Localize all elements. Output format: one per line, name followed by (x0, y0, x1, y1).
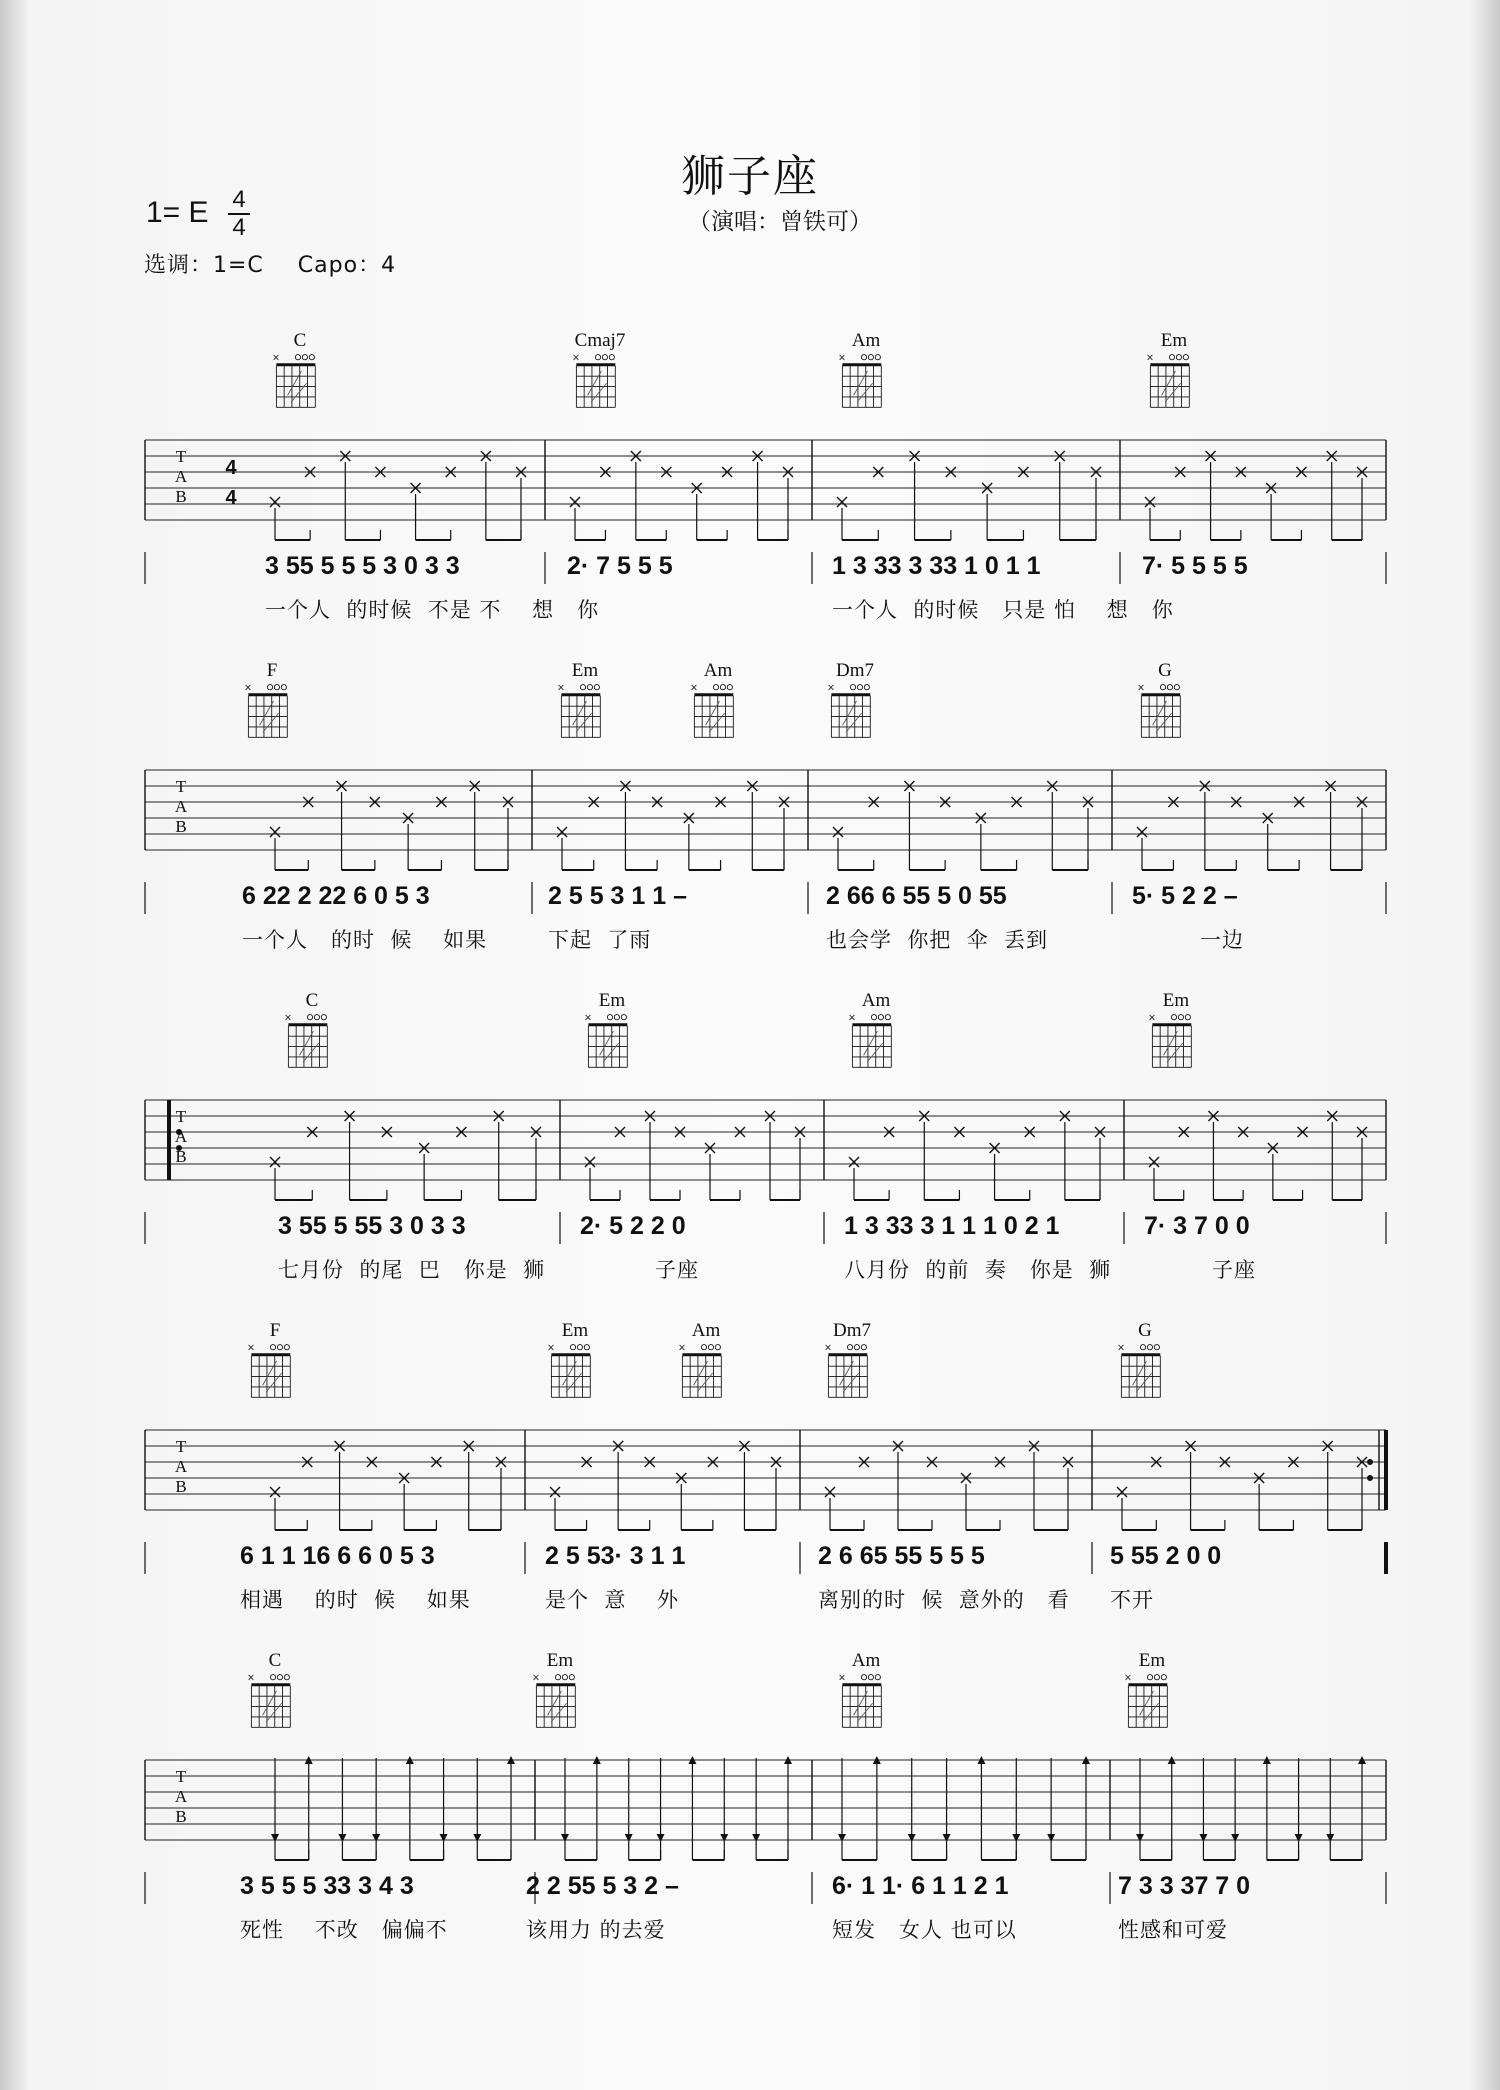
chord-name: Em (1138, 1650, 1166, 1671)
tab-clef-letter: T (175, 777, 187, 796)
jianpu-numbers: 3 55 5 55 3 0 3 3 (278, 1212, 466, 1240)
lyric-line: 八月份 的前 奏 你是 狮 (844, 1258, 1112, 1282)
chord-grid (272, 352, 324, 416)
jianpu-numbers: 3 5 5 5 33 3 4 3 (240, 1872, 414, 1900)
svg-text:×: × (272, 352, 281, 364)
tab-clef-letter: B (175, 487, 187, 506)
svg-text:×: × (678, 1342, 687, 1354)
lyric-line: 离别的时 候 意外的 看 (818, 1588, 1070, 1612)
lyric-line: 不开 (1110, 1588, 1154, 1612)
chord-name: Em (571, 660, 599, 681)
chord-name: Em (1162, 990, 1190, 1011)
lyric-line: 是个 意 外 (545, 1588, 680, 1612)
chord-grid (838, 352, 890, 416)
jianpu-numbers: 2 5 53· 3 1 1 (545, 1542, 686, 1570)
lyric-line: 下起 了雨 (548, 928, 652, 952)
lyric-line: 一个人 的时候 不是 不 想 你 (265, 598, 600, 622)
svg-text:×: × (247, 1672, 256, 1684)
jianpu-numbers: 7· 5 5 5 5 (1142, 552, 1248, 580)
chord-name: C (305, 990, 319, 1011)
chord-name: Dm7 (833, 1320, 871, 1341)
chord-name: Em (1160, 330, 1188, 351)
chord-grid (244, 682, 296, 746)
lyric-line: 该用力 的去爱 (526, 1918, 666, 1942)
chord-name: Em (546, 1650, 574, 1671)
tuning-info (144, 248, 430, 279)
jianpu-numbers: 1 3 33 3 1 1 1 0 2 1 (844, 1212, 1060, 1240)
chord-name: Em (598, 990, 626, 1011)
chord-grid (572, 352, 624, 416)
jianpu-numbers: 7· 3 7 0 0 (1144, 1212, 1250, 1240)
chord-name: G (1158, 660, 1172, 681)
svg-text:×: × (1137, 682, 1146, 694)
tab-clef-letter: A (174, 1457, 188, 1476)
chord-name: Am (851, 1650, 881, 1671)
jianpu-numbers: 2 2 55 5 3 2 – (526, 1872, 679, 1900)
song-title: 狮子座 (681, 151, 819, 202)
jianpu-numbers: 2· 5 2 2 0 (580, 1212, 686, 1240)
jianpu-barlines (0, 1542, 1500, 1582)
tab-clef-letter: B (175, 1807, 187, 1826)
chord-grid (1124, 1672, 1176, 1736)
chord-grid (838, 1672, 890, 1736)
tab-clef-letter: B (175, 817, 187, 836)
chord-name: Em (561, 1320, 589, 1341)
chord-name: F (269, 1320, 281, 1341)
chord-grid (824, 1342, 876, 1406)
time-signature (228, 188, 250, 240)
chord-grid (678, 1342, 730, 1406)
jianpu-numbers: 2 6 65 55 5 5 5 (818, 1542, 985, 1570)
jianpu-barlines (0, 552, 1500, 592)
tab-clef-letter: A (174, 467, 188, 486)
jianpu-numbers: 1 3 33 3 33 1 0 1 1 (832, 552, 1041, 580)
jianpu-barlines (0, 1872, 1500, 1912)
singer-credit: （演唱：曾铁可） (688, 209, 872, 235)
key-signature: 1= E (146, 196, 209, 229)
tab-clef-letter: B (175, 1147, 187, 1166)
tab-system (0, 990, 1500, 1290)
jianpu-numbers: 2 66 6 55 5 0 55 (826, 882, 1007, 910)
lyric-line: 子座 (1212, 1258, 1256, 1282)
lyric-line: 死性 不改 偏偏不 (240, 1918, 448, 1942)
svg-text:×: × (1148, 1012, 1157, 1024)
chord-grid (1117, 1342, 1169, 1406)
lyric-line: 也会学 你把 伞 丢到 (826, 928, 1049, 952)
jianpu-numbers: 7 3 3 37 7 0 (1118, 1872, 1251, 1900)
svg-text:×: × (572, 352, 581, 364)
lyric-line: 一边 (1200, 928, 1244, 952)
chord-name: F (266, 660, 278, 681)
chord-grid (1148, 1012, 1200, 1076)
chord-grid (827, 682, 879, 746)
chord-grid (1146, 352, 1198, 416)
tab-clef-letter: T (175, 1437, 187, 1456)
svg-text:×: × (547, 1342, 556, 1354)
svg-text:×: × (1124, 1672, 1133, 1684)
svg-text:×: × (284, 1012, 293, 1024)
lyric-line: 子座 (655, 1258, 699, 1282)
meter-bottom: 4 (232, 214, 246, 241)
tab-clef-letter: A (174, 797, 188, 816)
chord-grid (532, 1672, 584, 1736)
jianpu-numbers: 3 55 5 5 5 3 0 3 3 (265, 552, 460, 580)
chord-grid (247, 1672, 299, 1736)
tuning-key: 选调：1=C (144, 253, 264, 278)
chord-name: G (1138, 1320, 1152, 1341)
chord-name: Dm7 (836, 660, 874, 681)
tab-system (0, 660, 1500, 960)
chord-grid (284, 1012, 336, 1076)
jianpu-numbers: 2· 7 5 5 5 (567, 552, 673, 580)
svg-text:×: × (848, 1012, 857, 1024)
tab-clef-letter: A (174, 1127, 188, 1146)
chord-name: Am (691, 1320, 721, 1341)
tab-clef-letter: B (175, 1477, 187, 1496)
chord-grid (584, 1012, 636, 1076)
svg-text:×: × (690, 682, 699, 694)
tab-system (0, 1320, 1500, 1620)
chord-name: Am (703, 660, 733, 681)
meter-top: 4 (232, 186, 246, 213)
chord-name: Cmaj7 (574, 330, 626, 351)
svg-text:×: × (247, 1342, 256, 1354)
tab-system (0, 1650, 1500, 1950)
svg-text:4: 4 (225, 457, 237, 479)
jianpu-numbers: 2 5 5 3 1 1 – (548, 882, 688, 910)
chord-name: C (268, 1650, 282, 1671)
svg-text:×: × (557, 682, 566, 694)
svg-text:×: × (824, 1342, 833, 1354)
jianpu-numbers: 6 22 2 22 6 0 5 3 (242, 882, 430, 910)
chord-grid (547, 1342, 599, 1406)
chord-name: Am (861, 990, 891, 1011)
jianpu-numbers: 5· 5 2 2 – (1132, 882, 1238, 910)
chord-grid (848, 1012, 900, 1076)
lyric-line: 短发 女人 也可以 (832, 1918, 1017, 1942)
svg-text:×: × (532, 1672, 541, 1684)
chord-name: Am (851, 330, 881, 351)
svg-text:4: 4 (225, 487, 237, 509)
jianpu-numbers: 5 55 2 0 0 (1110, 1542, 1222, 1570)
tab-system (0, 330, 1500, 630)
lyric-line: 一个人 的时 候 如果 (242, 928, 488, 952)
lyric-line: 性感和可爱 (1118, 1918, 1228, 1942)
tab-clef-letter: T (175, 1767, 187, 1786)
chord-name: C (293, 330, 307, 351)
chord-grid (690, 682, 742, 746)
capo-position: Capo：4 (297, 253, 397, 278)
lyric-line: 七月份 的尾 巴 你是 狮 (278, 1258, 546, 1282)
svg-text:×: × (827, 682, 836, 694)
svg-text:×: × (1117, 1342, 1126, 1354)
svg-text:×: × (244, 682, 253, 694)
jianpu-barlines (0, 1212, 1500, 1252)
chord-grid (247, 1342, 299, 1406)
chord-grid (1137, 682, 1189, 746)
jianpu-numbers: 6 1 1 16 6 6 0 5 3 (240, 1542, 435, 1570)
tab-clef-letter: T (175, 1107, 187, 1126)
lyric-line: 一个人 的时候 只是 怕 想 你 (832, 598, 1174, 622)
svg-text:×: × (584, 1012, 593, 1024)
tab-clef-letter: A (174, 1787, 188, 1806)
lyric-line: 相遇 的时 候 如果 (240, 1588, 471, 1612)
svg-text:×: × (1146, 352, 1155, 364)
jianpu-numbers: 6· 1 1· 6 1 1 2 1 (832, 1872, 1009, 1900)
tab-clef-letter: T (175, 447, 187, 466)
svg-text:×: × (838, 352, 847, 364)
chord-grid (557, 682, 609, 746)
svg-text:×: × (838, 1672, 847, 1684)
jianpu-barlines (0, 882, 1500, 922)
